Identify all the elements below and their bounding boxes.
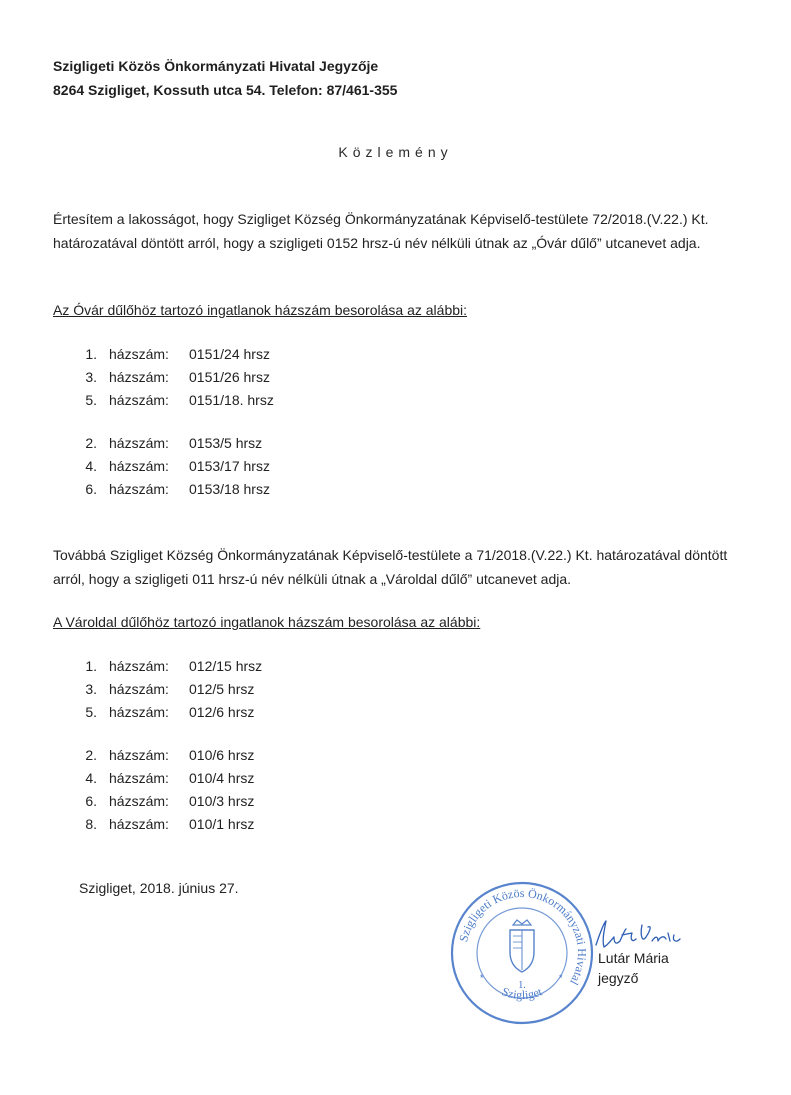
signatory [598, 948, 669, 988]
signatory-role: jegyző [598, 970, 639, 986]
office-address: 8264 Szigliget, Kossuth utca 54. Telefon: 87/461-355 [53, 82, 398, 98]
document-page: Szigligeti Közös Önkormányzati Hivatal Jegyzője 8264 Szigliget, Kossuth utca 54. Telefon: 87/461-355 Közlemény Értesítem a lakosságot, hogy Szigliget Község Önkormányzatának Képviselő-testülete 72/2018.(V.22.) Kt. határozatával döntött arról, hogy a szigligeti 0152 hrsz-ú név nélküli útnak az „Óvár dűlő” utcanevet adja. Az Óvár dűlőhöz tartozó ingatlanok házszám besorolása az alábbi: 1. házszám: 0151/24 hrsz 3. házszám: 0151/26 hrsz 5. házszám: 0151/18. hrsz 2. házszám: 0153/5 hrsz 4. házszám: 0153/17 hrsz 6. házszám: 0153/18 hrsz Továbbá Szigliget Község Önkormányzatának Képviselő-testülete a 71/2018.(V.22.) Kt. határozatával döntött arról, hogy a szigligeti 011 hrsz-ú név nélküli útnak a „Vároldal dűlő” utcanevet adja. A Vároldal dűlőhöz tartozó ingatlanok házszám besorolása az alábbi: 1. házszám: 012/15 hrsz 3. házszám: 012/5 hrsz 5. házszám: 012/6 hrsz 2. házszám: 010/6 hrsz 4. házszám: 010/4 hrsz 6. házszám: 010/3 hrsz 8. házszám: 010/1 hrsz Szigliget, 2018. június 27. Szigligeti Közös Önkormányzati Hivatal 1. Szigliget * * Lutár Mária jegyző [0, 0, 791, 1095]
letterhead [53, 54, 397, 102]
signatory-name: Lutár Mária [598, 950, 669, 966]
office-name: Szigligeti Közös Önkormányzati Hivatal Jegyzője [53, 58, 379, 74]
coat-of-arms-icon [510, 920, 534, 972]
subheading-varoldal: A Vároldal dűlőhöz tartozó ingatlanok házszám besorolása az alábbi: [53, 614, 481, 630]
document-date: Szigliget, 2018. június 27. [79, 880, 239, 896]
svg-text:*: * [480, 973, 484, 983]
stamp-text: Szigligeti Közös Önkormányzati Hivatal [456, 885, 590, 988]
subheading-ovar: Az Óvár dűlőhöz tartozó ingatlanok házszám besorolása az alábbi: [53, 302, 468, 318]
paragraph-ovar: Értesítem a lakosságot, hogy Szigliget Község Önkormányzatának Képviselő-testülete 72/2018.(V.22.) Kt. határozatával döntött arról, hogy a szigligeti 0152 hrsz-ú név nélküli útnak az „Óvár dűlő” utcanevet adja. [53, 211, 709, 251]
paragraph-varoldal: Továbbá Szigliget Község Önkormányzatának Képviselő-testülete a 71/2018.(V.22.) Kt. határozatával döntött arról, hogy a szigligeti 011 hrsz-ú név nélküli útnak a „Vároldal dűlő” utcanevet adja. [53, 547, 728, 587]
svg-text:*: * [559, 973, 563, 983]
stamp-number: 1. [518, 980, 526, 991]
stamp-place: Szigliget [500, 984, 544, 1003]
document-title: Közlemény [338, 144, 453, 160]
official-stamp [447, 878, 597, 1028]
